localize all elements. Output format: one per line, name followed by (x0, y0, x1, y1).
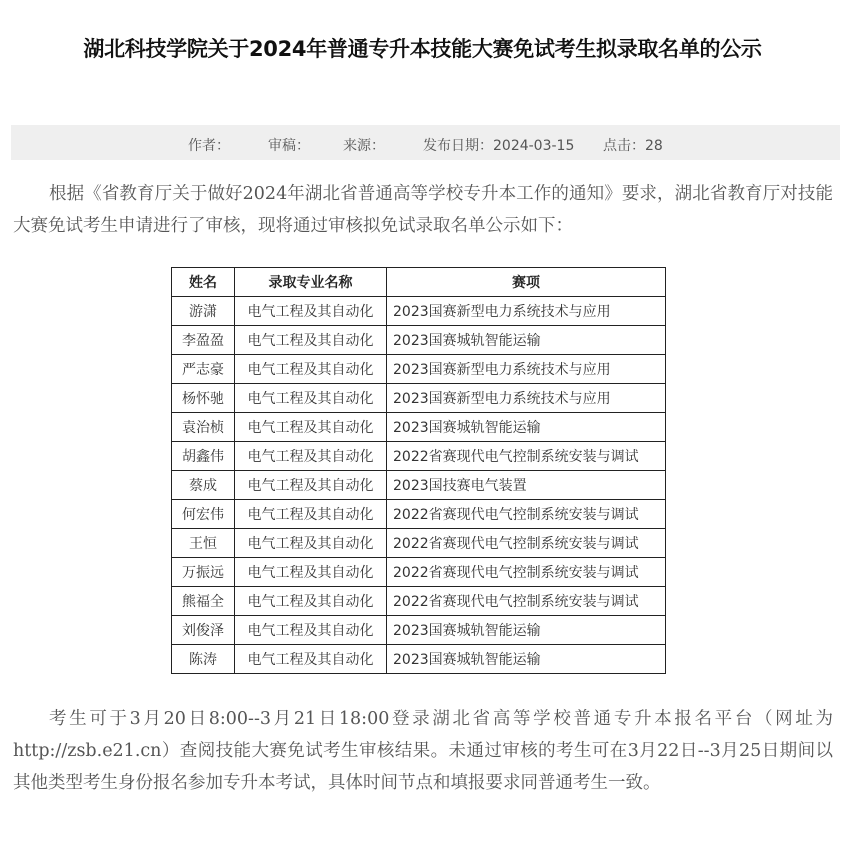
header-competition: 赛项 (387, 268, 666, 297)
cell-student-name: 袁治桢 (172, 413, 235, 442)
header-major: 录取专业名称 (235, 268, 387, 297)
cell-competition: 2022省赛现代电气控制系统安装与调试 (387, 529, 666, 558)
cell-major: 电气工程及其自动化 (235, 471, 387, 500)
article-meta-bar (11, 125, 840, 160)
cell-competition: 2023国技赛电气装置 (387, 471, 666, 500)
cell-competition: 2022省赛现代电气控制系统安装与调试 (387, 442, 666, 471)
cell-competition: 2023国赛城轨智能运输 (387, 326, 666, 355)
meta-reviewer: 审稿： (268, 138, 310, 154)
notice-paragraph: 考生可于3月20日8:00--3月21日18:00登录湖北省高等学校普通专升本报名平台（网址为http://zsb.e21.cn）查阅技能大赛免试考生审核结果。未通过审核的考生可在3月22日--3月25日期间以其他类型考生身份报名参加专升本考试，具体时间节点和填报要求同普通考生一致。 (13, 709, 833, 793)
cell-student-name: 万振远 (172, 558, 235, 587)
cell-competition: 2023国赛新型电力系统技术与应用 (387, 297, 666, 326)
table-row (172, 471, 666, 500)
table-row (172, 442, 666, 471)
cell-competition: 2023国赛城轨智能运输 (387, 616, 666, 645)
cell-major: 电气工程及其自动化 (235, 645, 387, 674)
table-header-row (172, 268, 666, 297)
meta-clicks: 点击：28 (603, 138, 663, 154)
cell-major: 电气工程及其自动化 (235, 616, 387, 645)
meta-author: 作者： (188, 138, 230, 154)
table-row (172, 645, 666, 674)
cell-major: 电气工程及其自动化 (235, 297, 387, 326)
table-row (172, 297, 666, 326)
cell-competition: 2022省赛现代电气控制系统安装与调试 (387, 558, 666, 587)
table-row (172, 558, 666, 587)
table-row (172, 326, 666, 355)
cell-student-name: 胡鑫伟 (172, 442, 235, 471)
table-row (172, 587, 666, 616)
admission-list-table (171, 267, 666, 674)
cell-competition: 2023国赛新型电力系统技术与应用 (387, 384, 666, 413)
header-name: 姓名 (172, 268, 235, 297)
cell-major: 电气工程及其自动化 (235, 355, 387, 384)
cell-student-name: 李盈盈 (172, 326, 235, 355)
cell-student-name: 蔡成 (172, 471, 235, 500)
cell-student-name: 王恒 (172, 529, 235, 558)
cell-competition: 2023国赛城轨智能运输 (387, 413, 666, 442)
cell-student-name: 游潇 (172, 297, 235, 326)
cell-major: 电气工程及其自动化 (235, 384, 387, 413)
table-row (172, 500, 666, 529)
cell-major: 电气工程及其自动化 (235, 558, 387, 587)
cell-student-name: 刘俊泽 (172, 616, 235, 645)
cell-competition: 2022省赛现代电气控制系统安装与调试 (387, 587, 666, 616)
cell-student-name: 严志豪 (172, 355, 235, 384)
cell-major: 电气工程及其自动化 (235, 500, 387, 529)
table-row (172, 616, 666, 645)
intro-paragraph: 根据《省教育厅关于做好2024年湖北省普通高等学校专升本工作的通知》要求，湖北省教育厅对技能大赛免试考生申请进行了审核，现将通过审核拟免试录取名单公示如下： (13, 184, 833, 236)
cell-student-name: 何宏伟 (172, 500, 235, 529)
cell-competition: 2022省赛现代电气控制系统安装与调试 (387, 500, 666, 529)
cell-student-name: 杨怀驰 (172, 384, 235, 413)
table-row (172, 384, 666, 413)
cell-competition: 2023国赛城轨智能运输 (387, 645, 666, 674)
cell-major: 电气工程及其自动化 (235, 326, 387, 355)
cell-major: 电气工程及其自动化 (235, 529, 387, 558)
table-row (172, 355, 666, 384)
table-row (172, 413, 666, 442)
cell-student-name: 熊福全 (172, 587, 235, 616)
cell-major: 电气工程及其自动化 (235, 413, 387, 442)
page-title: 湖北科技学院关于2024年普通专升本技能大赛免试考生拟录取名单的公示 (83, 37, 762, 61)
cell-competition: 2023国赛新型电力系统技术与应用 (387, 355, 666, 384)
table-row (172, 529, 666, 558)
meta-publish-date: 发布日期：2024-03-15 (423, 138, 575, 154)
cell-student-name: 陈涛 (172, 645, 235, 674)
cell-major: 电气工程及其自动化 (235, 442, 387, 471)
cell-major: 电气工程及其自动化 (235, 587, 387, 616)
meta-source: 来源： (343, 138, 385, 154)
